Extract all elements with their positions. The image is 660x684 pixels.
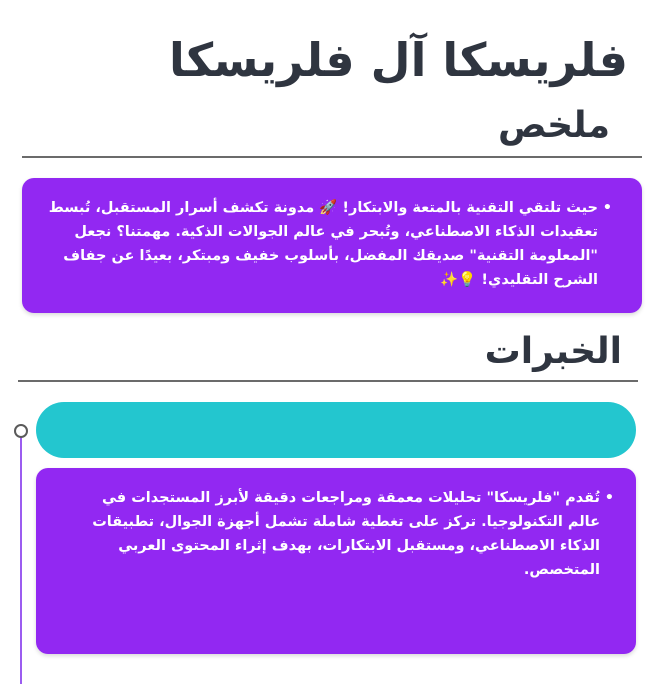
experience-text: • تُقدم "فلريسكا" تحليلات معمقة ومراجعات دقيقة لأبرز المستجدات في عالم التكنولوجيا. تركز على تغطية شاملة تشمل أجهزة الجوال، تطبيقات الذكاء الاصطناعي، ومستقبل الابتكارات، بهدف إثراء المحتوى العربي المتخصص. xyxy=(74,486,614,582)
experience-card xyxy=(36,468,636,654)
timeline-line xyxy=(20,436,22,684)
summary-heading: ملخص xyxy=(497,105,610,146)
summary-text: • حيث تلتقي التقنية بالمتعة والابتكار! 🚀 مدونة تكشف أسرار المستقبل، تُبسط تعقيدات الذكاء الاصطناعي، وتُبحر في عالم الجوالات الذكية. مهمتنا؟ نجعل "المعلومة التقنية" صديقك المفضل، بأسلوب خفيف ومبتكر، بعيدًا عن جفاف الشرح التقليدي! 💡✨ xyxy=(42,196,612,292)
summary-card xyxy=(22,178,642,313)
summary-divider xyxy=(22,156,642,158)
timeline-dot-icon xyxy=(14,424,28,438)
experience-heading: الخبرات xyxy=(484,331,622,372)
experience-divider xyxy=(18,380,638,382)
profile-name-title: فلريسكا آل فلريسكا xyxy=(169,33,628,87)
experience-title-bar xyxy=(36,402,636,458)
